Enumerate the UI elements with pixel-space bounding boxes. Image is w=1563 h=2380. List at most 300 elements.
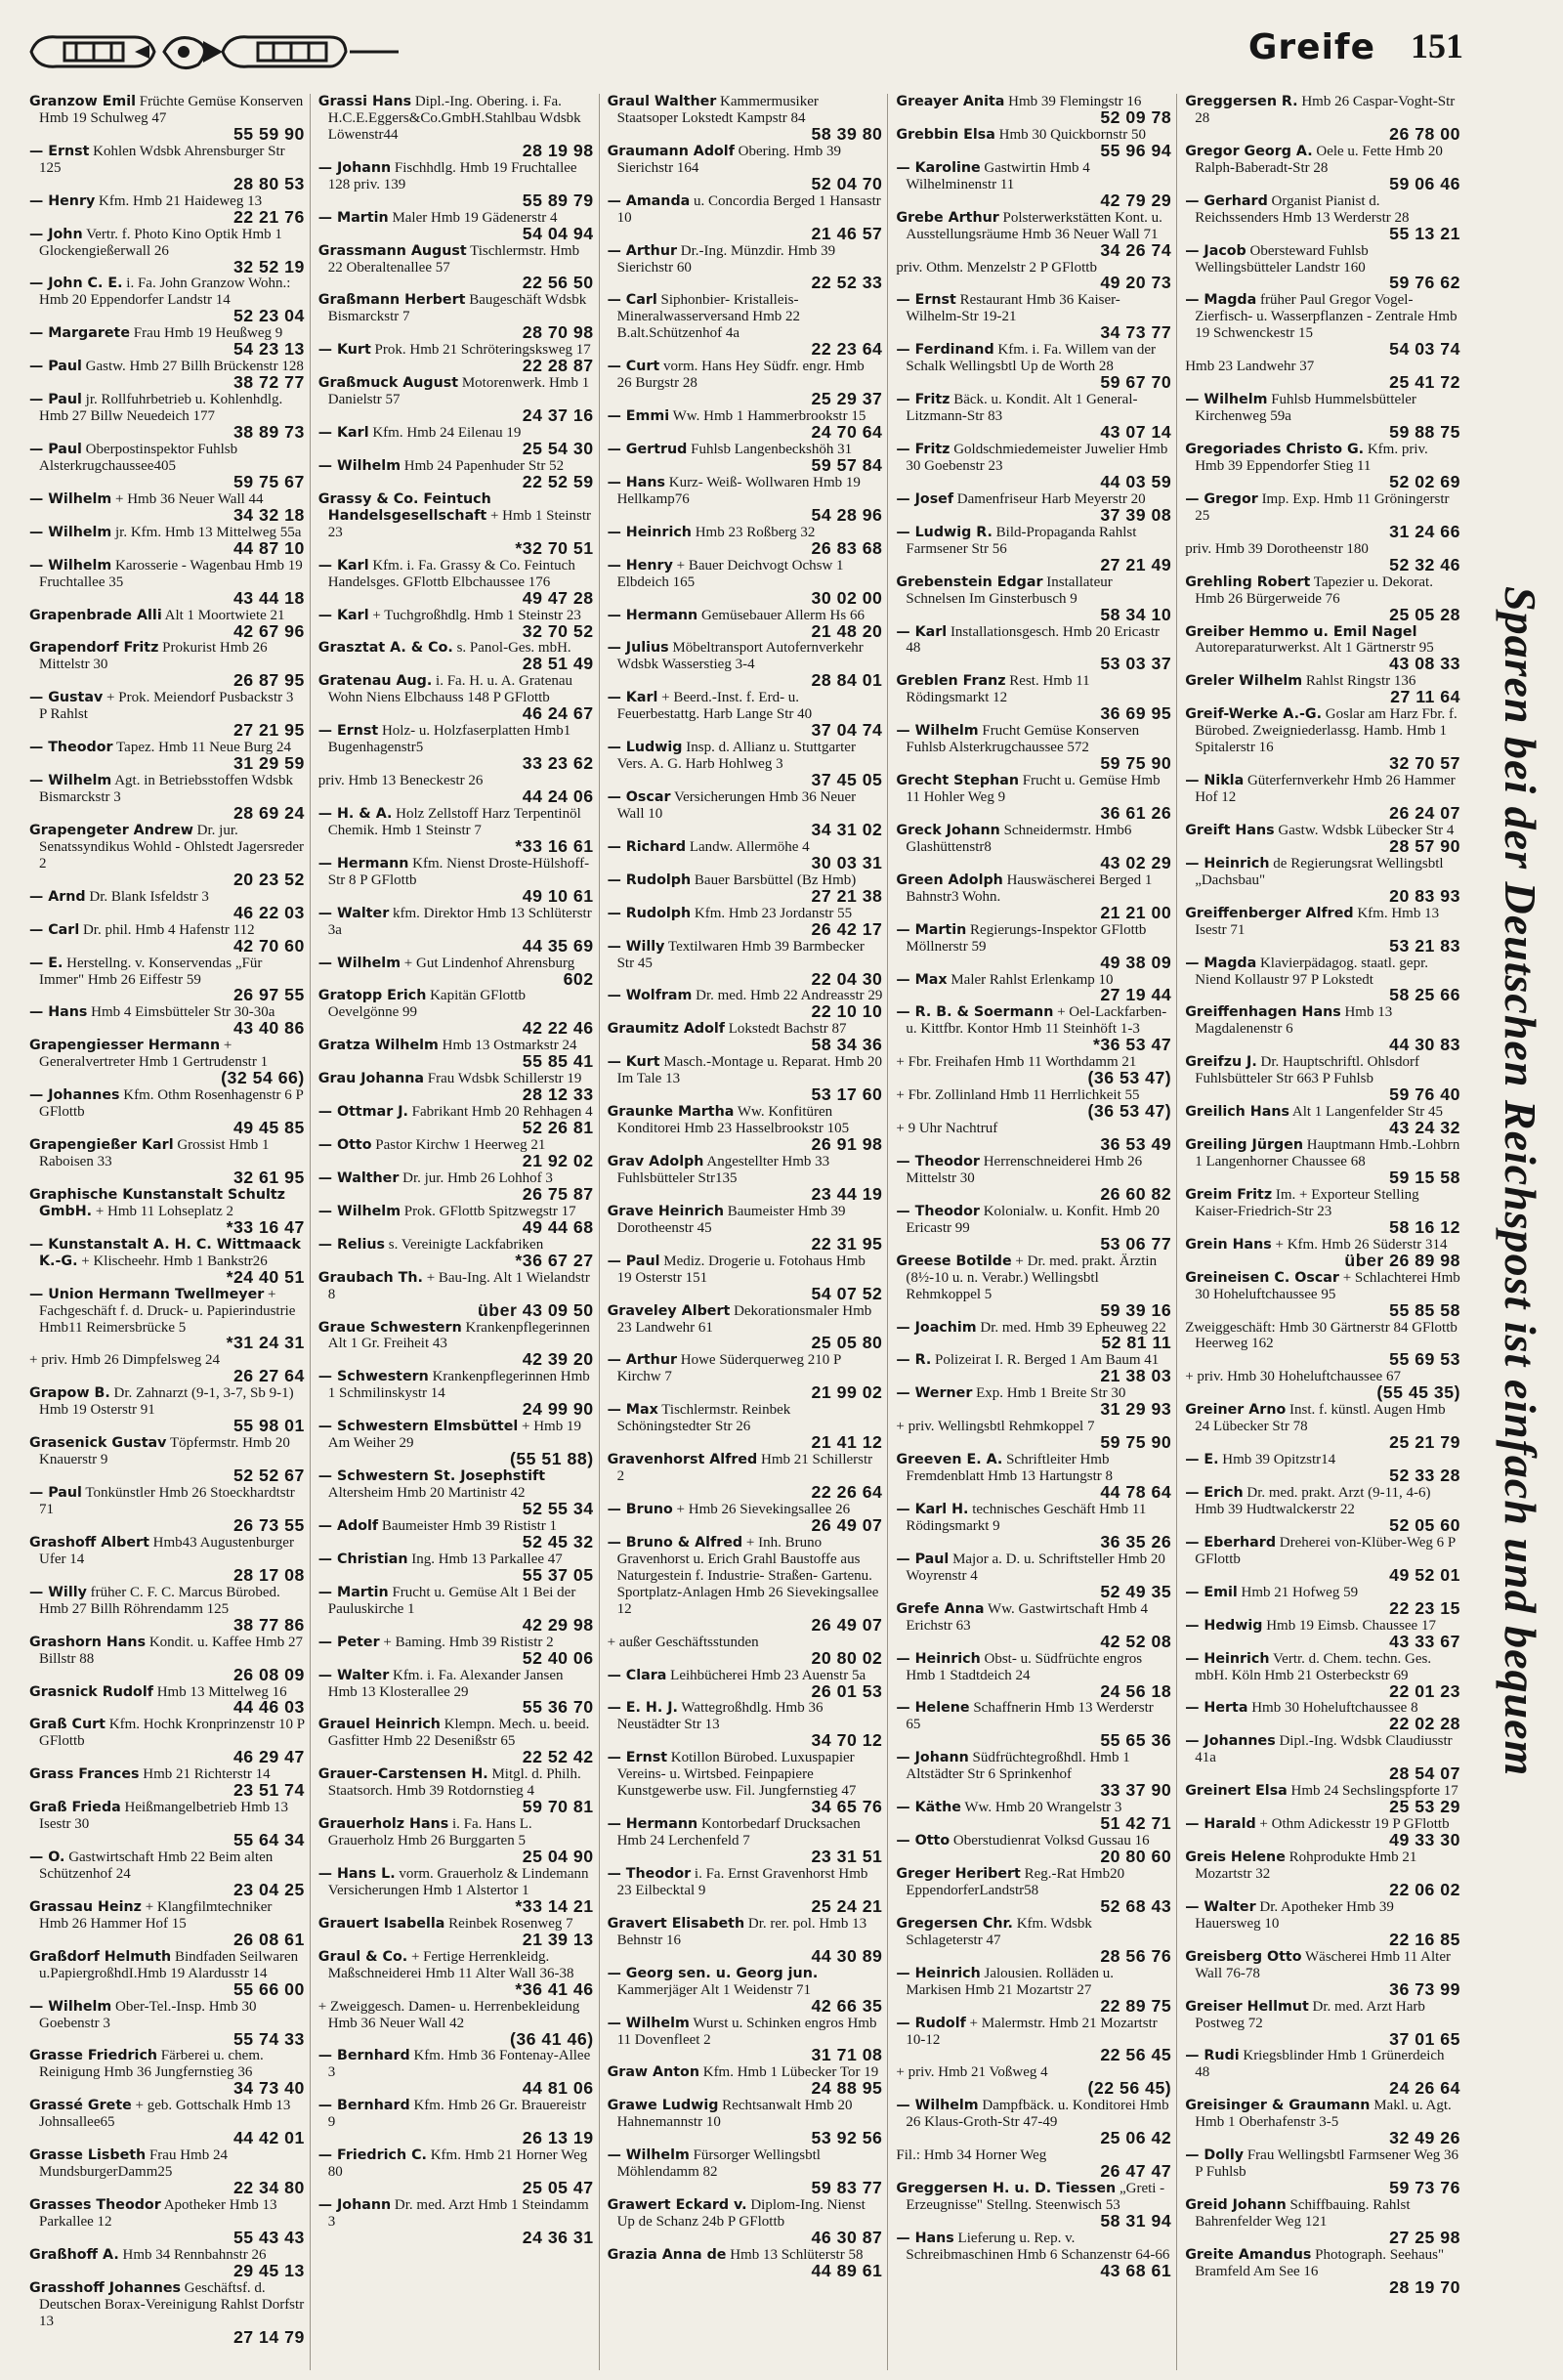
directory-entry <box>608 2064 883 2097</box>
entry-name: Grass Frances <box>29 1766 140 1783</box>
entry-details: Herrenschneiderei Hmb 26 Mittelstr 30 <box>906 1154 1143 1186</box>
entry-phone: 31 29 93 <box>1100 1399 1172 1420</box>
directory-entry <box>896 1254 1171 1319</box>
directory-entry <box>1185 1585 1460 1617</box>
directory-entry <box>896 1651 1171 1700</box>
entry-name: — Eberhard <box>1185 1534 1277 1551</box>
directory-entry <box>318 608 594 640</box>
directory-entry <box>608 839 883 871</box>
entry-name: Grauerholz Hans <box>317 1816 449 1833</box>
entry-details: Kfm. priv. Hmb 39 Eppendorfer Stieg 11 <box>1195 442 1428 474</box>
directory-entry <box>29 2280 305 2346</box>
entry-name: — Relius <box>317 1236 386 1253</box>
entry-phone: 24 70 64 <box>811 422 883 443</box>
entry-details: Kapitän GFlottb Oevelgönne 99 <box>327 988 527 1021</box>
entry-details: Frau Hmb 24 MundsburgerDamm25 <box>39 2147 228 2181</box>
entry-name: Granzow Emil <box>29 94 137 109</box>
entry-phone: 25 53 29 <box>1389 1797 1460 1817</box>
entry-name: — Johann <box>896 1750 969 1766</box>
entry-name: — Ernst <box>29 143 90 159</box>
entry-name: — Herta <box>1185 1700 1248 1717</box>
entry-details: Rahlst Ringstr 136 <box>1305 673 1416 690</box>
entry-phone: 59 70 81 <box>522 1797 594 1817</box>
directory-entry <box>896 1833 1171 1865</box>
entry-details: Frucht Gemüse Konserven Fuhlsb Alsterkrugchaussee 572 <box>906 723 1140 756</box>
directory-entry <box>608 1750 883 1815</box>
entry-details: Klempn. Mech. u. beeid. Gasfitter Hmb 22 Desenißstr 65 <box>327 1717 590 1750</box>
directory-entry <box>29 640 305 689</box>
entry-details: Kfm. Wdsbk Schlageterstr 47 <box>906 1915 1092 1948</box>
directory-entry <box>608 1816 883 1865</box>
entry-phone: 25 04 90 <box>522 1847 594 1867</box>
entry-phone: 27 14 79 <box>232 2326 305 2347</box>
entry-name: Grasztat A. & Co. <box>317 640 453 657</box>
entry-phone: 49 20 73 <box>1100 273 1172 293</box>
entry-phone: 52 32 46 <box>1389 554 1460 574</box>
directory-entry <box>318 1170 594 1203</box>
entry-details: Bindfaden Seilwaren u.PapiergroßhdI.Hmb 19 Alardusstr 14 <box>39 1948 299 1981</box>
entry-phone: 31 29 59 <box>232 753 305 774</box>
entry-details: priv. Hmb 13 Beneckestr 26 <box>317 773 484 789</box>
entry-phone: 52 49 35 <box>1100 1581 1172 1601</box>
directory-entry <box>608 1700 883 1749</box>
entry-name: — R. <box>896 1352 932 1369</box>
entry-name: Graw Anton <box>607 2064 699 2081</box>
entry-phone: 26 47 47 <box>1100 2161 1172 2182</box>
entry-name: — Paul <box>896 1551 950 1567</box>
entry-phone: 22 34 80 <box>232 2178 305 2198</box>
directory-entry <box>29 1087 305 1136</box>
entry-name: — Karl <box>607 690 658 706</box>
entry-phone: 26 78 00 <box>1389 123 1460 144</box>
entry-details: Kfm. Hmb 24 Eilenau 19 <box>372 425 522 442</box>
directory-entry <box>318 1999 594 2048</box>
entry-name: — Heinrich <box>607 524 692 540</box>
directory-entry <box>1185 2098 1460 2146</box>
entry-details: + priv. Hmb 30 Hoheluftchaussee 67 <box>1185 1369 1401 1385</box>
entry-name: — Max <box>607 1402 658 1419</box>
entry-name: Gratopp Erich <box>317 988 427 1004</box>
entry-phone: 59 67 70 <box>1100 372 1172 393</box>
directory-entry <box>896 94 1171 126</box>
entry-details: Exp. Hmb 1 Breite Str 30 <box>976 1385 1126 1402</box>
entry-details: Tischlermstr. Hmb 22 Oberaltenallee 57 <box>327 242 580 276</box>
entry-name: — Paul <box>607 1253 660 1269</box>
entry-name: — Wilhelm <box>607 2147 690 2164</box>
entry-phone: 27 25 98 <box>1389 2227 1460 2247</box>
entry-details: Kfm. Nienst Droste-Hülshoff-Str 8 P GFlottb <box>327 855 590 888</box>
entry-phone: 26 49 07 <box>811 1514 883 1535</box>
entry-details: Kfm. i. Fa. Alexander Jansen Hmb 13 Klosterallee 29 <box>327 1667 564 1700</box>
directory-entry <box>1185 2247 1460 2296</box>
directory-entry <box>896 2147 1171 2180</box>
entry-phone: 26 87 95 <box>232 670 305 691</box>
entry-details: Dr. jur. Hmb 26 Lohhof 3 <box>402 1169 553 1186</box>
entry-phone: 36 73 99 <box>1389 1978 1460 1999</box>
entry-phone: 23 04 25 <box>232 1879 305 1899</box>
directory-entry <box>1185 1535 1460 1584</box>
entry-details: Kfm. Hmb 26 Gr. Brauereistr 9 <box>327 2098 587 2131</box>
directory-entry <box>1185 1783 1460 1815</box>
entry-details: Hmb 24 Sechslingspforte 17 <box>1290 1783 1458 1800</box>
directory-entry <box>318 1766 594 1815</box>
entry-name: — Wilhelm <box>29 773 112 789</box>
entry-details: Hmb 39 Opitzstr14 <box>1222 1452 1336 1468</box>
directory-entry <box>608 1054 883 1103</box>
entry-name: Graunke Martha <box>607 1104 735 1121</box>
entry-details: Holz- u. Holzfaserplatten Hmb1 Bugenhagenstr5 <box>327 723 571 756</box>
directory-entry <box>1185 1054 1460 1103</box>
directory-entry <box>608 1021 883 1053</box>
directory-entry <box>896 1750 1171 1799</box>
entry-name: Grawe Ludwig <box>607 2098 719 2114</box>
directory-column-1 <box>29 94 311 2370</box>
entry-details: Jalousien. Rolläden u. Markisen Hmb 21 Mozartstr 27 <box>906 1965 1114 1998</box>
directory-entry <box>608 2098 883 2146</box>
entry-phone: 28 57 90 <box>1389 835 1460 856</box>
directory-entry <box>318 1635 594 1667</box>
entry-details: Oberpostinspektor Fuhlsb Alsterkrugchaussee405 <box>39 442 238 474</box>
directory-entry <box>29 1535 305 1584</box>
entry-details: Grossist Hmb 1 Raboisen 33 <box>39 1137 270 1169</box>
directory-entry <box>1185 1369 1460 1401</box>
entry-phone: 52 04 70 <box>811 173 883 193</box>
entry-details: Kfm. Hmb 1 Lübecker Tor 19 <box>702 2064 879 2081</box>
entry-details: Bild-Propaganda Rahlst Farmsener Str 56 <box>906 524 1137 557</box>
entry-details: Gemüsebauer Allerm Hs 66 <box>700 607 865 623</box>
entry-name: Grau Johanna <box>317 1071 425 1087</box>
directory-entry <box>608 906 883 938</box>
entry-details: jr. Kfm. Hmb 13 Mittelweg 55a <box>115 524 302 540</box>
directory-entry <box>29 1004 305 1037</box>
directory-entry <box>29 922 305 955</box>
entry-details: Hauswäscherei Berged 1 Bahnstr3 Wohn. <box>906 871 1153 905</box>
directory-entry <box>1185 1849 1460 1898</box>
entry-name: — Willy <box>607 938 665 955</box>
directory-entry <box>1185 359 1460 391</box>
directory-entry <box>1185 1651 1460 1700</box>
entry-name: — Arnd <box>29 888 86 905</box>
entry-name: Grasses Theodor <box>29 2197 161 2214</box>
directory-entry <box>608 525 883 557</box>
directory-entry <box>608 475 883 524</box>
entry-phone: (22 56 45) <box>1087 2078 1172 2099</box>
entry-details: Dipl.-Ing. Obering. i. Fa. H.C.E.Eggers&Co.GmbH.Stahlbau Wdsbk Löwenstr44 <box>327 94 581 143</box>
entry-details: Kfm. Hmb 36 Fontenay-Allee 3 <box>327 2048 591 2081</box>
entry-name: — Schwestern Elmsbüttel <box>317 1419 519 1435</box>
directory-entry <box>1185 956 1460 1004</box>
directory-entry <box>608 1635 883 1667</box>
entry-name: — Fritz <box>896 442 950 458</box>
entry-name: — Karl <box>317 607 369 623</box>
entry-name: — Hermann <box>607 607 698 623</box>
entry-name: — Helene <box>896 1700 970 1717</box>
entry-phone: 55 69 53 <box>1389 1349 1460 1370</box>
entry-name: — H. & A. <box>317 805 393 822</box>
entry-details: Ww. Hmb 20 Wrangelstr 3 <box>964 1800 1122 1816</box>
entry-phone: 26 60 82 <box>1100 1183 1172 1204</box>
entry-details: Imp. Exp. Hmb 11 Gröningerstr 25 <box>1195 490 1450 524</box>
directory-entry <box>896 1866 1171 1915</box>
entry-name: — Magda <box>1185 955 1257 971</box>
entry-phone: 28 19 98 <box>522 140 594 160</box>
entry-details: Dipl.-Ing. Wdsbk Claudiusstr 41a <box>1195 1733 1453 1766</box>
entry-phone: 22 52 59 <box>522 471 594 491</box>
directory-entry <box>1185 144 1460 192</box>
entry-phone: 52 05 60 <box>1389 1514 1460 1535</box>
entry-name: — Wilhelm <box>896 723 979 740</box>
entry-details: Mitgl. d. Philh. Staatsorch. Hmb 39 Rotdornstieg 4 <box>327 1766 581 1800</box>
entry-details: + Hmb 19 Am Weiher 29 <box>327 1419 581 1452</box>
entry-phone: 59 39 16 <box>1100 1299 1172 1320</box>
directory-entry <box>896 1121 1171 1153</box>
entry-phone: 42 39 20 <box>522 1349 594 1370</box>
entry-phone: (55 45 35) <box>1376 1382 1460 1403</box>
entry-details: Töpfermstr. Hmb 20 Knauerstr 9 <box>39 1435 290 1468</box>
entry-phone: 43 68 61 <box>1100 2260 1172 2280</box>
entry-name: — Ottmar J. <box>317 1104 408 1121</box>
entry-phone: 32 70 52 <box>522 620 594 641</box>
directory-column-5 <box>1185 94 1465 2370</box>
entry-details: Hmb 4 Eimsbütteler Str 30-30a <box>91 1004 275 1021</box>
entry-details: Bäck. u. Kondit. Alt 1 General-Litzmann-Str 83 <box>906 392 1138 425</box>
entry-phone: 52 09 78 <box>1100 106 1172 127</box>
directory-entry <box>1185 1949 1460 1998</box>
entry-name: — Heinrich <box>1185 855 1270 871</box>
entry-details: Dr. med. Hmb 22 Andreasstr 29 <box>696 988 883 1004</box>
entry-name: — Gertrud <box>607 442 688 458</box>
entry-name: — Willy <box>29 1584 87 1600</box>
entry-details: Insp. d. Allianz u. Stuttgarter Vers. A. G. Harb Hohlweg 3 <box>616 740 856 773</box>
entry-details: i. Fa. John Granzow Wohn.: Hmb 20 Eppendorfer Landstr 14 <box>39 276 291 309</box>
directory-entry <box>29 1485 305 1534</box>
entry-name: Greim Fritz <box>1185 1186 1273 1203</box>
entry-name: Grauel Heinrich <box>317 1717 441 1733</box>
directory-entry <box>1185 1402 1460 1451</box>
entry-details: Krankenpflegerinnen Alt 1 Gr. Freiheit 43 <box>327 1319 590 1352</box>
entry-details: + Beerd.-Inst. f. Erd- u. Feuerbestattg. Harb Lange Str 40 <box>616 690 813 723</box>
entry-details: Lieferung u. Rep. v. Schreibmaschinen Hmb 6 Schanzenstr 64-66 <box>906 2230 1170 2263</box>
entry-phone: *36 53 47 <box>1092 1035 1172 1055</box>
entry-name: — Paul <box>29 359 82 375</box>
entry-phone: 20 23 52 <box>232 869 305 889</box>
entry-details: Krankenpflegerinnen Hmb 1 Schmilinskystr 14 <box>327 1369 590 1402</box>
directory-entry <box>608 1154 883 1203</box>
entry-details: Fuhlsb Hummelsbütteler Kirchenweg 59a <box>1195 392 1416 425</box>
entry-name: — Fritz <box>896 392 950 408</box>
directory-entry <box>1185 823 1460 855</box>
entry-details: Dr. med. prakt. Arzt (9-11, 4-6) Hmb 39 Hudtwalckerstr 22 <box>1195 1485 1431 1518</box>
entry-name: Graßmann Herbert <box>317 292 466 309</box>
directory-entry <box>318 956 594 988</box>
directory-entry <box>896 723 1171 772</box>
directory-entry <box>29 442 305 490</box>
entry-phone: 43 33 67 <box>1389 1631 1460 1651</box>
entry-details: + Dr. med. prakt. Ärztin (8½-10 u. n. Verabr.) Wellingsbtl Rehmkoppel 5 <box>906 1253 1158 1302</box>
entry-name: — Adolf <box>317 1517 379 1534</box>
entry-phone: 38 89 73 <box>232 422 305 443</box>
entry-name: — Paul <box>29 442 82 458</box>
entry-phone: *24 40 51 <box>226 1266 305 1287</box>
entry-details: Regierungs-Inspektor GFlottb Möllnerstr 59 <box>906 921 1147 955</box>
entry-details: + Schlachterei Hmb 30 Hoheluftchaussee 95 <box>1195 1269 1460 1302</box>
directory-entry <box>29 1635 305 1683</box>
entry-phone: 59 76 40 <box>1389 1084 1460 1105</box>
entry-phone: 52 40 06 <box>522 1647 594 1668</box>
directory-entry <box>318 806 594 855</box>
entry-name: — Wilhelm <box>29 557 112 574</box>
entry-details: Rechtsanwalt Hmb 20 Hahnemannstr 10 <box>616 2098 853 2131</box>
entry-phone: 59 83 77 <box>811 2178 883 2198</box>
entry-name: — Ernst <box>317 723 379 740</box>
entry-name: Graßmuck August <box>317 375 459 392</box>
entry-phone: 25 21 79 <box>1389 1432 1460 1453</box>
entry-details: + Zweiggesch. Damen- u. Herrenbekleidung Hmb 36 Neuer Wall 42 <box>317 1998 580 2031</box>
directory-entry <box>29 227 305 276</box>
directory-entry <box>318 1668 594 1717</box>
entry-phone: 25 29 37 <box>811 389 883 409</box>
entry-name: — Gregor <box>1185 490 1258 507</box>
directory-entry <box>1185 706 1460 772</box>
directory-entry <box>608 193 883 242</box>
entry-details: Heißmangelbetrieb Hmb 13 Isestr 30 <box>39 1800 288 1833</box>
directory-entry <box>318 342 594 374</box>
entry-phone: 58 39 80 <box>811 123 883 144</box>
entry-phone: 26 91 98 <box>811 1134 883 1155</box>
entry-details: Ing. Hmb 13 Parkallee 47 <box>411 1551 563 1567</box>
directory-entry <box>29 1800 305 1849</box>
entry-phone: 52 68 43 <box>1100 1895 1172 1916</box>
entry-phone: *32 70 51 <box>515 537 594 558</box>
directory-entry <box>29 359 305 391</box>
directory-entry <box>608 1352 883 1401</box>
directory-entry <box>896 2231 1171 2279</box>
entry-details: Apotheker Hmb 13 Parkallee 12 <box>39 2197 277 2230</box>
entry-name: — Martin <box>317 209 389 226</box>
entry-phone: 22 10 10 <box>811 1001 883 1022</box>
side-advertisement <box>1493 586 1561 2247</box>
entry-name: — E. H. J. <box>607 1700 678 1717</box>
entry-name: Greiber Hemmo u. Emil Nagel <box>1185 623 1417 640</box>
entry-phone: 38 77 86 <box>232 1614 305 1635</box>
entry-name: Graue Schwestern <box>317 1319 462 1336</box>
entry-details: Hmb 19 Eimsb. Chaussee 17 <box>1266 1617 1436 1634</box>
entry-phone: 58 34 36 <box>811 1035 883 1055</box>
directory-entry <box>896 872 1171 921</box>
directory-entry <box>608 872 883 905</box>
entry-details: de Regierungsrat Wellingsbtl „Dachsbau" <box>1195 855 1444 888</box>
entry-name: — Johann <box>317 159 392 176</box>
entry-name: — Walter <box>317 1667 390 1683</box>
entry-details: früher Paul Gregor Vogel- Zierfisch- u. Wasserpflanzen - Zentrale Hmb 19 Schwenckestr 15 <box>1195 292 1457 342</box>
entry-phone: 49 33 30 <box>1389 1830 1460 1850</box>
entry-phone: 34 70 12 <box>811 1730 883 1751</box>
entry-phone: 43 02 29 <box>1100 852 1172 872</box>
entry-name: — Käthe <box>896 1800 961 1816</box>
entry-name: — Rudolf <box>896 2015 966 2031</box>
entry-details: Prok. Hmb 21 Schröteringsksweg 17 <box>374 342 591 359</box>
entry-name: Gratenau Aug. <box>317 673 433 690</box>
entry-details: Frau Wdsbk Schillerstr 19 <box>427 1071 582 1087</box>
entry-details: früher C. F. C. Marcus Bürobed. Hmb 27 Billh Röhrendamm 125 <box>39 1584 280 1617</box>
entry-phone: über 43 09 50 <box>478 1299 594 1320</box>
entry-phone: 44 30 83 <box>1389 1035 1460 1055</box>
directory-entry <box>1185 1452 1460 1484</box>
entry-details: Textilwaren Hmb 39 Barmbecker Str 45 <box>616 938 865 971</box>
entry-name: — Wilhelm <box>317 955 401 971</box>
entry-name: Greeven E. A. <box>896 1452 1003 1468</box>
entry-phone: 55 89 79 <box>522 190 594 210</box>
directory-entry <box>1185 1733 1460 1782</box>
entry-phone: 27 19 44 <box>1100 985 1172 1005</box>
entry-details: s. Vereinigte Lackfabriken <box>388 1236 544 1253</box>
entry-details: Polsterwerkstätten Kont. u. Ausstellungsräume Hmb 36 Neuer Wall 71 <box>906 209 1162 242</box>
directory-entry <box>1185 906 1460 955</box>
entry-phone: 33 23 62 <box>522 753 594 774</box>
entry-name: — Wilhelm <box>29 524 112 540</box>
directory-entry <box>608 988 883 1020</box>
directory-entry <box>896 1800 1171 1832</box>
directory-entry <box>318 160 594 209</box>
entry-name: Graubach Th. <box>317 1269 423 1286</box>
entry-details: + Fertige Herrenkleidg. Maßschneiderei Hmb 11 Alter Wall 36-38 <box>327 1948 574 1981</box>
entry-name: Gravenhorst Alfred <box>607 1452 758 1468</box>
directory-entry <box>29 193 305 226</box>
entry-details: Gastw. Wdsbk Lübecker Str 4 <box>1278 822 1455 838</box>
entry-name: — Walther <box>317 1169 400 1186</box>
directory-entry <box>608 144 883 192</box>
entry-name: — John C. E. <box>29 276 123 292</box>
entry-name: Grasenick Gustav <box>29 1435 167 1452</box>
entry-details: Prokurist Hmb 26 Mittelstr 30 <box>39 640 268 673</box>
entry-phone: 28 54 07 <box>1389 1764 1460 1784</box>
entry-phone: 25 54 30 <box>522 439 594 459</box>
entry-phone: 27 11 64 <box>1390 687 1460 707</box>
entry-phone: 34 32 18 <box>232 504 305 525</box>
entry-details: Hmb 21 Hofweg 59 <box>1241 1584 1359 1600</box>
entry-details: + Hmb 11 Lohseplatz 2 <box>95 1203 234 1219</box>
directory-entry <box>1185 442 1460 490</box>
directory-entry <box>318 425 594 457</box>
entry-name: Greineisen C. Oscar <box>1185 1269 1339 1286</box>
entry-name: — Heinrich <box>1185 1650 1270 1667</box>
entry-phone: 26 08 61 <box>232 1929 305 1949</box>
entry-name: — Bernhard <box>317 2098 410 2114</box>
directory-entry <box>29 1187 305 1236</box>
entry-details: Inst. f. künstl. Augen Hmb 24 Lübecker Str 78 <box>1195 1402 1446 1435</box>
directory-entry <box>896 972 1171 1004</box>
entry-name: — Johann <box>317 2197 392 2214</box>
entry-phone: 42 29 98 <box>522 1614 594 1635</box>
entry-phone: 37 04 74 <box>811 720 883 741</box>
entry-phone: (55 51 88) <box>509 1449 594 1469</box>
entry-details: Dreherei von-Klüber-Weg 6 P GFlottb <box>1195 1534 1456 1567</box>
directory-entry <box>1185 773 1460 822</box>
entry-details: „Greti - Erzeugnisse" Stellng. Steenwisch 53 <box>906 2181 1165 2214</box>
directory-entry <box>896 1452 1171 1501</box>
entry-name: Greisinger & Graumann <box>1185 2098 1371 2114</box>
directory-entry <box>318 2197 594 2246</box>
entry-phone: 20 80 60 <box>1100 1847 1172 1867</box>
entry-details: Dr. Zahnarzt (9-1, 3-7, Sb 9-1) Hmb 19 Osterstr 91 <box>39 1385 294 1419</box>
entry-phone: 22 26 64 <box>811 1482 883 1503</box>
entry-phone: 22 02 28 <box>1389 1714 1460 1734</box>
entry-name: — Heinrich <box>896 1650 981 1667</box>
entry-name: Grassmann August <box>317 242 467 259</box>
directory-column-3 <box>608 94 889 2370</box>
entry-phone: 22 21 76 <box>232 206 305 227</box>
entry-name: — Ludwig <box>607 740 683 756</box>
